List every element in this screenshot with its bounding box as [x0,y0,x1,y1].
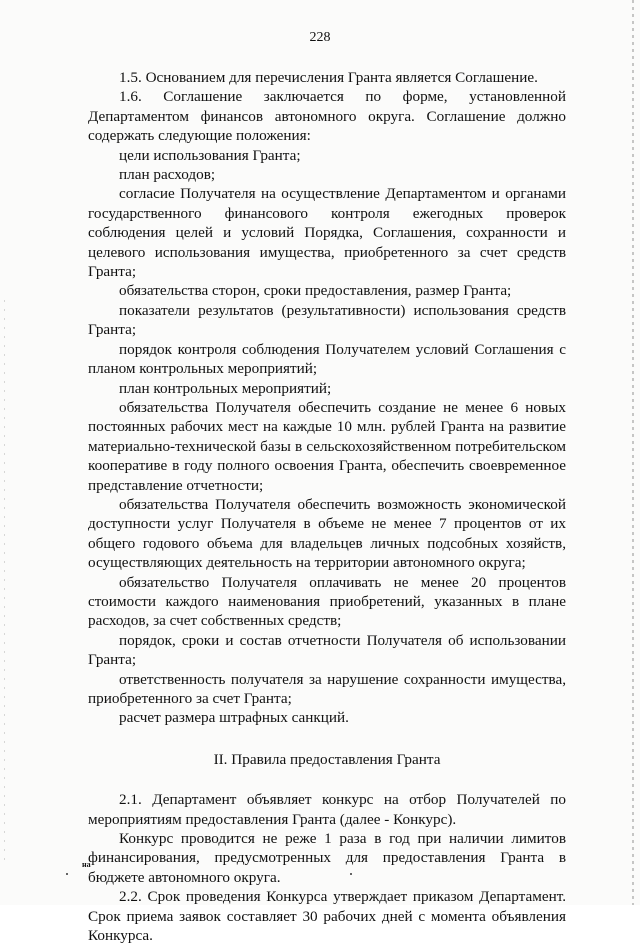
paragraph-1-5: 1.5. Основанием для перечисления Гранта является Соглашение. [119,69,538,86]
scan-dot [66,873,68,875]
list-item-reporting: порядок, сроки и состав отчетности Получателя об использовании Гранта; [88,631,566,669]
scan-edge-left [4,300,5,860]
list-item-control-plan: план контрольных мероприятий; [119,379,332,397]
footer-mark: на [82,860,91,869]
list-item-control-procedure: порядок контроля соблюдения Получателем условий Соглашения с планом контрольных мероприятий; [88,340,566,378]
list-item-penalties: расчет размера штрафных санкций. [119,709,349,727]
list-item-cofinancing-obligation: обязательство Получателя оплачивать не менее 20 процентов стоимости каждого наименования приобретений, указанных в плане расходов, за счет собственных средств; [88,573,566,630]
scan-edge-right [632,0,634,905]
list-item-obligations: обязательства сторон, сроки предоставления, размер Гранта; [119,282,512,300]
list-item-goals: цели использования Гранта; [119,146,301,164]
paragraph-2-2: 2.2. Срок проведения Конкурса утверждает приказом Департамент. Срок приема заявок составляет 30 рабочих дней с момента объявления Конкурса. [88,888,566,945]
page-number: 228 [309,30,331,45]
paragraph-2-1: 2.1. Департамент объявляет конкурс на отбор Получателей по мероприятиям предоставления Гранта (далее - Конкурс). [88,791,566,828]
paragraph-1-6: 1.6. Соглашение заключается по форме, установленной Департаментом финансов автономного округа. Соглашение должно содержать следующие положения: [88,88,566,145]
section-heading: II. Правила предоставления Гранта [213,750,441,768]
list-item-consent: согласие Получателя на осуществление Департаментом и органами государственного финансового контроля ежегодных проверок соблюдения целей и условий Порядка, Соглашения, сохранности и целевого использования имущества, приобретенного за счет средств Гранта; [88,185,566,281]
list-item-responsibility: ответственность получателя за нарушение сохранности имущества, приобретенного за счет Гранта; [88,670,566,707]
paragraph-contest-frequency: Конкурс проводится не реже 1 раза в год при наличии лимитов финансирования, предусмотренных для предоставления Гранта в бюджете автономного округа. [88,830,566,886]
list-item-expense-plan: план расходов; [119,166,216,184]
list-item-indicators: показатели результатов (результативности) использования средств Гранта; [88,301,566,339]
document-body [88,68,566,945]
list-item-accessibility-obligation: обязательства Получателя обеспечить возможность экономической доступности услуг Получателя в объеме не менее 7 процентов от их общего годового объема для владельцев личных подсобных хозяйств, осуществляющих деятельность на территории автономного округа; [88,495,566,572]
list-item-jobs-obligation: обязательства Получателя обеспечить создание не менее 6 новых постоянных рабочих мест на каждые 10 млн. рублей Гранта на развитие материально-технической базы в сельскохозяйственном потребительском кооперативе в году полного освоения Гранта, обеспечить своевременное представление отчетности; [88,398,566,494]
scan-dot [350,873,352,875]
